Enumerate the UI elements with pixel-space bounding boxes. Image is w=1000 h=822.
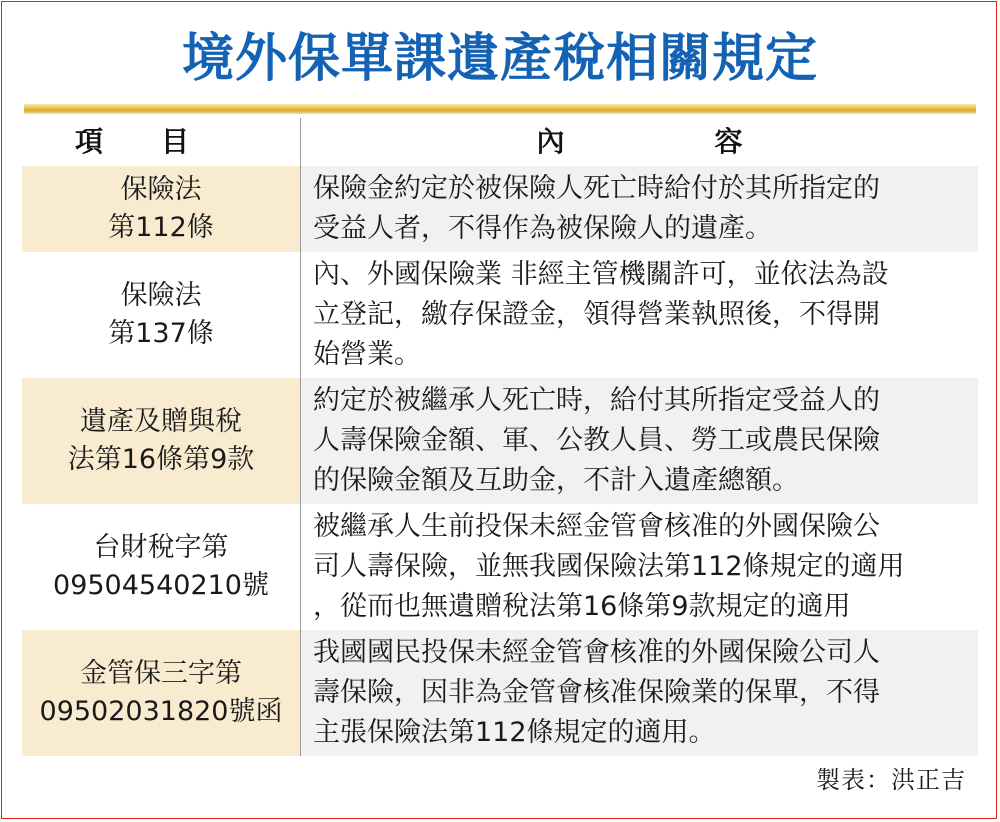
table-header — [22, 118, 978, 166]
row-content — [300, 166, 978, 252]
row-item-line: 台財稅字第 — [93, 532, 229, 563]
row-item — [22, 166, 300, 252]
row-item-line: 保險法 — [120, 174, 202, 205]
title-divider — [24, 104, 976, 114]
row-item — [22, 630, 300, 756]
row-content — [300, 378, 978, 504]
page-title: 境外保單課遺產稅相關規定 — [181, 29, 818, 89]
row-content-line: 我國國民投保未經金管會核准的外國保險公司人 — [313, 637, 880, 668]
row-item-line: 法第16條第9款 — [67, 444, 255, 475]
row-content-line: 立登記，繳存保證金，領得營業執照後，不得開 — [313, 299, 880, 330]
row-content-line: 壽保險，因非為金管會核准保險業的保單，不得 — [313, 677, 880, 708]
row-content-line: 內、外國保險業 非經主管機關許可，並依法為設 — [313, 259, 889, 290]
table-row — [22, 630, 978, 756]
row-item-line: 09504540210號 — [53, 570, 269, 601]
row-content-line: 的保險金額及互助金，不計入遺產總額。 — [313, 465, 799, 496]
row-content-line: 保險金約定於被保險人死亡時給付於其所指定的 — [313, 173, 880, 204]
row-item-line: 09502031820號函 — [39, 696, 283, 727]
header-item — [22, 118, 300, 166]
table-credit: 製表：洪正吉 — [816, 766, 966, 794]
row-item-line: 保險法 — [120, 280, 202, 311]
table-row — [22, 378, 978, 504]
row-content-line: 司人壽保險，並無我國保險法第112條規定的適用 — [313, 551, 905, 582]
row-item-line: 第112條 — [108, 212, 214, 243]
row-content-line: 被繼承人生前投保未經金管會核准的外國保險公 — [313, 511, 880, 542]
table-row — [22, 166, 978, 252]
row-item-line: 第137條 — [108, 318, 214, 349]
row-item — [22, 378, 300, 504]
header-content — [300, 118, 978, 166]
row-item-line: 遺產及贈與稅 — [80, 406, 242, 437]
row-item — [22, 504, 300, 630]
row-content — [300, 504, 978, 630]
table-row — [22, 504, 978, 630]
row-item-line: 金管保三字第 — [80, 658, 242, 689]
row-content — [300, 252, 978, 378]
header-content-label: 內容 — [536, 125, 893, 158]
row-item — [22, 252, 300, 378]
row-content-line: 主張保險法第112條規定的適用。 — [313, 717, 716, 748]
row-content-line: 始營業。 — [313, 339, 421, 370]
row-content-line: 約定於被繼承人死亡時，給付其所指定受益人的 — [313, 385, 880, 416]
row-content-line: 人壽保險金額、軍、公教人員、勞工或農民保險 — [313, 425, 880, 456]
row-content-line: 受益人者，不得作為被保險人的遺產。 — [313, 213, 772, 244]
table-row — [22, 252, 978, 378]
regulations-table — [22, 118, 978, 756]
header-item-label: 項目 — [74, 125, 247, 158]
row-content-line: ，從而也無遺贈稅法第16條第9款規定的適用 — [313, 591, 851, 622]
row-content — [300, 630, 978, 756]
